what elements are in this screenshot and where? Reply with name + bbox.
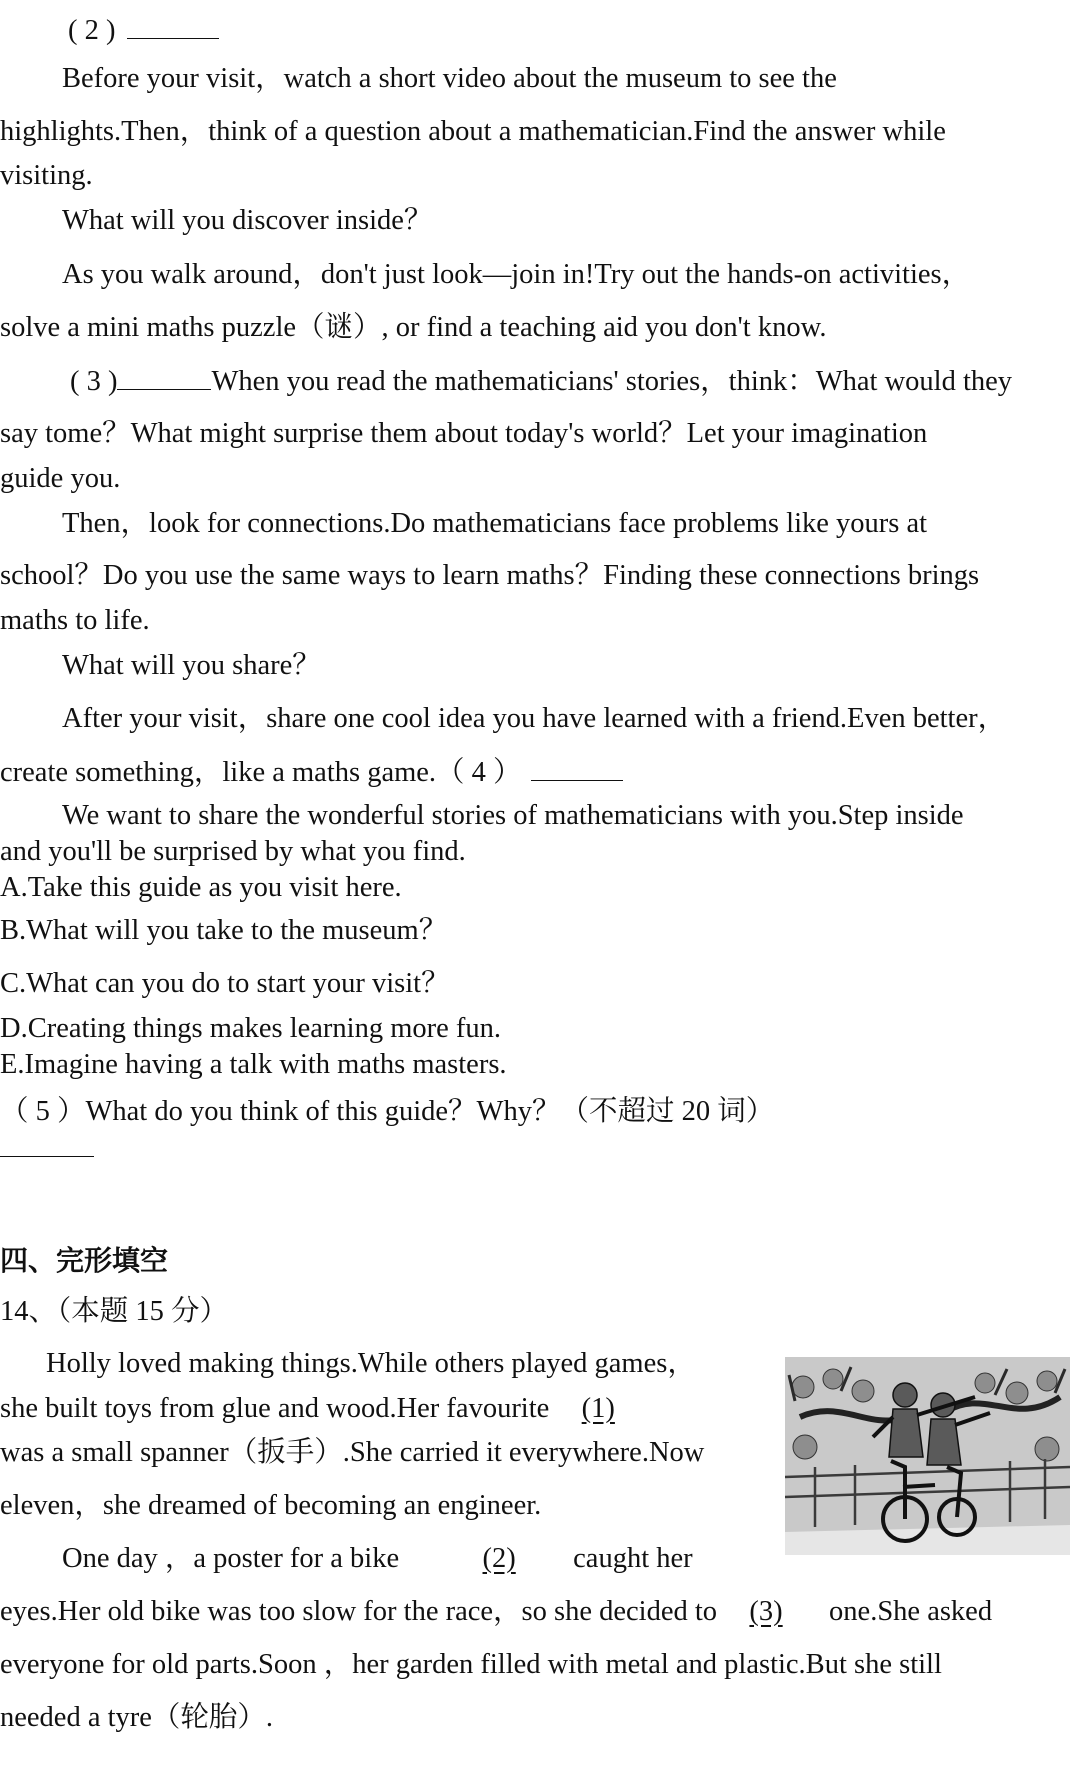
paragraph-1-line-3: visiting. bbox=[0, 160, 93, 191]
answer-blank-2[interactable] bbox=[127, 12, 219, 39]
answer-blank-3[interactable] bbox=[117, 363, 211, 390]
story-line-1: Holly loved making things.While others played games， bbox=[46, 1348, 696, 1379]
story-line-7: everyone for old parts.Soon ，her garden filled with metal and plastic.But she still bbox=[0, 1649, 942, 1680]
paragraph-5-line-2 bbox=[0, 754, 623, 791]
paragraph-1-line-1: Before your visit，watch a short video about the museum to see the bbox=[62, 63, 837, 94]
story-line-8: needed a tyre（轮胎）. bbox=[0, 1702, 274, 1733]
answer-blank-5[interactable] bbox=[0, 1130, 94, 1157]
option-d: D.Creating things makes learning more fun. bbox=[0, 1013, 502, 1044]
option-e: E.Imagine having a talk with maths masters. bbox=[0, 1049, 507, 1080]
story-line-5-tail: caught her bbox=[573, 1543, 693, 1574]
story-line-6-tail: one.She asked bbox=[829, 1596, 993, 1627]
paragraph-1-line-2: highlights.Then，think of a question about a mathematician.Find the answer while bbox=[0, 116, 946, 147]
story-line-6-text: eyes.Her old bike was too slow for the race，so she decided to bbox=[0, 1596, 718, 1627]
cloze-blank-3[interactable]: (3) bbox=[749, 1596, 783, 1627]
answer-blank-4[interactable] bbox=[531, 754, 623, 781]
story-line-2 bbox=[0, 1391, 647, 1427]
paragraph-4-line-1: Then，look for connections.Do mathematicians face problems like yours at bbox=[62, 508, 928, 539]
cloze-blank-1[interactable]: (1) bbox=[581, 1393, 615, 1424]
bike-race-illustration bbox=[785, 1357, 1070, 1555]
option-b: B.What will you take to the museum？ bbox=[0, 915, 448, 946]
story-line-6 bbox=[0, 1594, 992, 1630]
option-a: A.Take this guide as you visit here. bbox=[0, 872, 402, 903]
story-line-3: was a small spanner（扳手）.She carried it everywhere.Now bbox=[0, 1437, 705, 1468]
option-c: C.What can you do to start your visit？ bbox=[0, 968, 450, 999]
story-line-5 bbox=[62, 1541, 693, 1577]
paragraph-3-line-3: guide you. bbox=[0, 463, 121, 494]
paragraph-3-line-1 bbox=[70, 363, 1012, 400]
paragraph-3-line-1-text: When you read the mathematicians' stories，think：What would they bbox=[211, 366, 1013, 397]
question-14-label: 14、（本题 15 分） bbox=[0, 1296, 229, 1327]
subheading-share: What will you share？ bbox=[62, 650, 321, 681]
story-line-2-text: she built toys from glue and wood.Her favourite bbox=[0, 1393, 550, 1424]
paragraph-5-line-1: After your visit，share one cool idea you have learned with a friend.Even better， bbox=[62, 703, 1007, 734]
question-3-label: ( 3 ) bbox=[70, 366, 118, 397]
paragraph-3-line-2: say tome？What might surprise them about today's world？Let your imagination bbox=[0, 418, 928, 449]
question-2-label: ( 2 ) bbox=[68, 15, 116, 46]
question-5-answer-line bbox=[0, 1130, 94, 1167]
paragraph-2-line-1: As you walk around，don't just look—join in!Try out the hands-on activities， bbox=[62, 259, 971, 290]
question-5: （ 5 ）What do you think of this guide？Why？（不超过 20 词） bbox=[0, 1096, 775, 1127]
paragraph-4-line-3: maths to life. bbox=[0, 605, 150, 636]
section-heading: 四、完形填空 bbox=[0, 1244, 169, 1277]
subheading-discover: What will you discover inside？ bbox=[62, 205, 433, 236]
cloze-blank-2[interactable]: (2) bbox=[482, 1543, 516, 1574]
paragraph-6-line-2: and you'll be surprised by what you find. bbox=[0, 836, 466, 867]
question-2-line bbox=[68, 12, 219, 49]
story-line-4: eleven，she dreamed of becoming an engineer. bbox=[0, 1490, 542, 1521]
paragraph-2-line-2: solve a mini maths puzzle（谜）, or find a teaching aid you don't know. bbox=[0, 312, 827, 343]
paragraph-5-line-2-text: create something，like a maths game.（ 4 ） bbox=[0, 757, 522, 788]
paragraph-4-line-2: school？Do you use the same ways to learn maths？Finding these connections brings bbox=[0, 560, 980, 591]
story-line-5-text: One day ，a poster for a bike bbox=[62, 1543, 400, 1574]
paragraph-6-line-1: We want to share the wonderful stories of mathematicians with you.Step inside bbox=[62, 800, 964, 831]
